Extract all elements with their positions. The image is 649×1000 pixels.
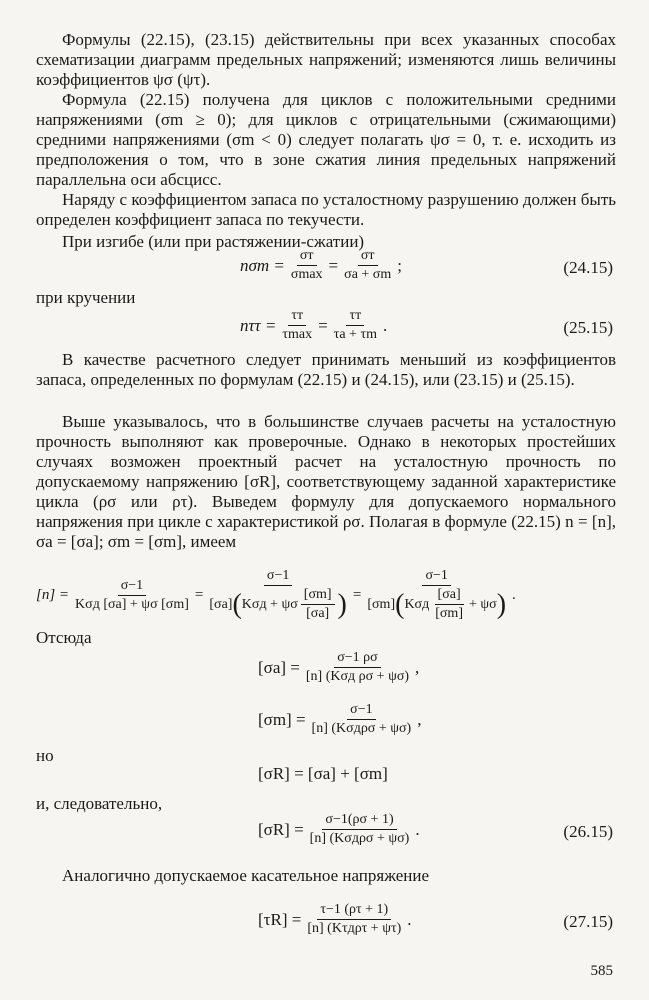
denominator: [σm] [435, 606, 463, 621]
denominator-part: Kσд + ψσ [241, 596, 298, 612]
paragraph-shear-allowable [36, 866, 616, 886]
equation-number: (25.15) [563, 318, 613, 337]
eq-sign: = [328, 255, 339, 275]
equation-number: (24.15) [563, 258, 613, 277]
fraction [304, 902, 404, 937]
equation-n [36, 568, 516, 622]
eq-lhs: nσт = [240, 255, 285, 275]
paragraph-but: но [36, 746, 54, 765]
eq-lhs: [σm] = [258, 709, 306, 729]
fraction [309, 702, 415, 737]
denominator: Kσд [σa] + ψσ [σm] [75, 596, 189, 612]
numerator: [σa] [435, 587, 464, 605]
eq-punct: . [382, 315, 388, 335]
fraction [72, 578, 192, 613]
numerator: σ−1(ρσ + 1) [322, 812, 396, 830]
paragraph-formulas-validity [36, 30, 616, 90]
paragraph-therefore: и, следовательно, [36, 794, 163, 813]
denominator: [n] (Kτдρτ + ψτ) [307, 921, 402, 936]
denominator-part: [σm] [367, 596, 396, 612]
fraction [307, 812, 413, 847]
numerator: σ−1 [422, 568, 450, 586]
numerator: τ−1 (ρτ + 1) [317, 902, 391, 920]
equation-number: (27.15) [563, 912, 613, 931]
paragraph-yield-factor [36, 190, 616, 230]
inner-fraction [301, 587, 335, 622]
paragraph-positive-mean [36, 90, 616, 190]
paragraph-text: Формулы (22.15), (23.15) действительны при всех указанных способах схематизации диаграмм предельных напряжений; изменяются лишь величины коэффициентов ψσ (ψτ). [36, 30, 616, 89]
equation-24-15 [240, 248, 402, 283]
eq-lhs: [n] = [36, 586, 70, 603]
numerator: σ−1 ρσ [334, 650, 380, 668]
numerator: σ−1 [347, 702, 375, 720]
denominator: [n] (Kσдρσ + ψσ) [311, 721, 412, 736]
denominator-part: [σa] [209, 596, 233, 612]
eq-lhs: nττ = [240, 315, 277, 335]
eq-lhs: [σa] = [258, 657, 300, 677]
paren-open: ( [395, 588, 405, 620]
paragraph-text: Формула (22.15) получена для циклов с положительными средними напряжениями (σm ≥ 0); для циклов с отрицательными (сжимающими) средними напряжениями (σm < 0) следует полагать ψσ = 0, т. е. исходить из предположения о том, что в зоне сжатия линия предельных напряжений параллельна оси абсцисс. [36, 90, 616, 189]
denominator: τa + τm [333, 327, 377, 342]
numerator: τт [288, 308, 306, 326]
inner-fraction [432, 587, 466, 622]
equation-sigma-a [258, 650, 419, 685]
fraction [303, 650, 412, 685]
numerator: σт [297, 248, 317, 266]
fraction [364, 568, 509, 622]
equation-sigma-r-sum: [σR] = [σa] + [σm] [258, 764, 388, 783]
eq-punct: . [512, 586, 516, 603]
numerator: [σm] [301, 587, 335, 605]
eq-punct: , [415, 657, 420, 677]
paragraph-text: Выше указывалось, что в большинстве случаев расчеты на усталостную прочность выполняют как проверочные. Однако в некоторых простейших случаях возможен проектный расчет на усталостную прочность по допускаемому напряжению [σR], соответствующему заданной характеристике цикла (ρσ или ρτ). Выведем формулу для допускаемого нормального напряжения при цикле с характеристикой ρσ. Полагая в формуле (22.15) n = [n], σa = [σa]; σm = [σm], имеем [36, 412, 616, 551]
denominator-part: + ψσ [468, 596, 497, 612]
numerator: σт [358, 248, 378, 266]
fraction [279, 308, 315, 343]
denominator: [n] (Kσдρσ + ψσ) [309, 831, 410, 846]
fraction [331, 308, 380, 343]
eq-sign: = [318, 315, 328, 335]
paragraph-text: В качестве расчетного следует принимать меньший из коэффициентов запаса, определенных по формулам (22.15) и (24.15), или (23.15) и (25.15). [36, 350, 616, 389]
denominator: σmax [290, 267, 323, 282]
denominator: [σa] [306, 606, 330, 621]
fraction [288, 248, 326, 283]
equation-26-15 [258, 812, 420, 847]
eq-lhs: [τR] = [258, 909, 302, 929]
eq-punct: ; [397, 255, 402, 275]
paragraph-calc-factor [36, 350, 616, 390]
numerator: σ−1 [118, 578, 146, 596]
paragraph-text: При изгибе (или при растяжении-сжатии) [62, 232, 365, 251]
eq-sign: = [194, 586, 204, 603]
denominator: σa + σm [344, 267, 392, 282]
paren-open: ( [232, 588, 242, 620]
paren-close: ) [496, 588, 507, 620]
equation-27-15 [258, 902, 412, 937]
eq-punct: , [417, 709, 422, 729]
eq-punct: . [407, 909, 412, 929]
eq-lhs: [σR] = [258, 819, 304, 839]
page-number: 585 [590, 963, 613, 979]
equation-sigma-m [258, 702, 421, 737]
eq-sign: = [352, 586, 362, 603]
numerator: σ−1 [264, 568, 292, 586]
paragraph-design-calc [36, 412, 616, 552]
fraction [206, 568, 350, 622]
paren-close: ) [337, 588, 347, 620]
paragraph-text: Аналогично допускаемое касательное напряжение [62, 866, 430, 885]
denominator [206, 586, 350, 622]
numerator: τт [346, 308, 364, 326]
paragraph-hence: Отсюда [36, 628, 92, 647]
denominator-part: Kσд [404, 596, 430, 612]
equation-25-15 [240, 308, 387, 343]
paragraph-text: Наряду с коэффициентом запаса по усталостному разрушению должен быть определен коэффициент запаса по текучести. [36, 190, 616, 229]
denominator: [n] (Kσд ρσ + ψσ) [305, 669, 410, 684]
denominator [364, 586, 509, 622]
eq-punct: . [415, 819, 420, 839]
paragraph-torsion: при кручении [36, 288, 136, 307]
equation-number: (26.15) [563, 822, 613, 841]
denominator: τmax [282, 327, 313, 342]
fraction [341, 248, 394, 283]
